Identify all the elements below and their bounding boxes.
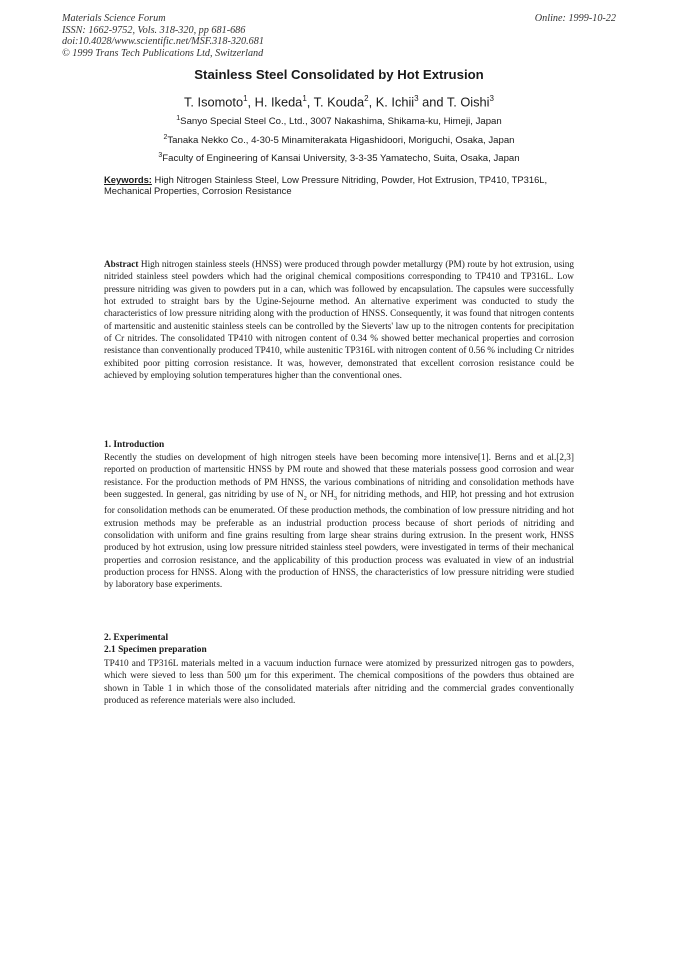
section-heading-experimental: 2. Experimental (104, 633, 169, 643)
abstract-text: High nitrogen stainless steels (HNSS) were produced through powder metallurgy (PM) route by hot extrusion, using nitrided stainless steel powders which had the original chemical compositions corresponding to TP410 and TP316L. Low pressure nitriding was given to powders put in a can, which was followed by encapsulation. The capsules were successfully hot extruded to straight bars by the Ugine-Sejourne method. An alternative experiment was conducted to study the characteristics of low pressure nitriding along with the production of HNSS. Consequently, it was found that nitrogen contents of martensitic and austenitic stainless steels can be controlled by the Sieverts' law up to the nitrogen contents for precipitation of Cr nitrides. The consolidated TP410 with nitrogen content of 0.34 % showed better mechanical properties and corrosion resistance than conventionally produced TP410, while austenitic TP316L with nitrogen content of 0.56 % including Cr nitrides exhibited poor pitting corrosion resistance. It was, however, demonstrated that excellent corrosion resistance could be achieved by employing solution temperatures higher than the conventional ones. (104, 260, 575, 382)
author-affiliation-mark: 1 (302, 94, 307, 103)
abstract (104, 259, 574, 382)
author: T. Kouda (313, 94, 365, 110)
keywords-text: High Nitrogen Stainless Steel, Low Pressure Nitriding, Powder, Hot Extrusion, TP410, TP316L, Mechanical Properties, Corrosion Resistance (104, 174, 548, 197)
author-affiliation-mark: 1 (243, 94, 248, 103)
copyright-line: © 1999 Trans Tech Publications Ltd, Switzerland (62, 47, 264, 59)
issn-line: ISSN: 1662-9752, Vols. 318-320, pp 681-686 (62, 24, 246, 36)
affiliation-1: $^1$Sanyo Special Steel Co., Ltd., 3007 Nakashima, Shikama-ku, Himeji, Japan (176, 115, 502, 128)
online-date: Online: 1999-10-22 (534, 13, 616, 24)
doi-line[interactable]: doi:10.4028/www.scientific.net/MSF.318-320.681 (62, 36, 264, 48)
affiliation-2: $^2$Tanaka Nekko Co., 4-30-5 Minamiterakata Higashidoori, Moriguchi, Osaka, Japan (163, 134, 515, 147)
paper-title: Stainless Steel Consolidated by Hot Extrusion (194, 67, 484, 82)
author: K. Ichii (375, 94, 415, 110)
specimen-paragraph: TP410 and TP316L materials melted in a vacuum induction furnace were atomized by pressurized nitrogen gas to powders, which were sieved to less than 500 μm for this experiment. The chemical compositions of the powders thus obtained are shown in Table 1 in which those of the consolidated materials after nitriding and the commercial grades conventionally produced as reference materials were also included. (104, 659, 574, 707)
author-affiliation-mark: 2 (364, 94, 369, 103)
section-heading-introduction: 1. Introduction (104, 440, 165, 450)
introduction-paragraph: Recently the studies on development of high nitrogen steels have been becoming more intensive[1]. Berns and et al.[2,3] reported on production of martensitic HNSS by PM route and showed that these materials possess good corrosion and wear resistance. For the production methods of PM HNSS, the various combinations of nitriding and consolidation methods have been suggested. In general, gas nitriding by use of $N_2$ or $NH_3$ for nitriding methods, and HIP, hot pressing and hot extrusion for consolidation methods can be enumerated. Of these production methods, the combination of low pressure nitriding and hot extrusion methods may be preferable as an industrial production process because of short periods of nitriding and consolidation with uniform and fine grains resulting from large shear strains during extrusion. In the present work, HNSS produced by hot extrusion, using low pressure nitrided stainless steel powders, were investigated in terms of their mechanical properties and corrosion resistance, and the applicability of this production process was evaluated in view of an industrial production process for HNSS. Along with the production of HNSS, the characteristics of low pressure nitriding were studied by laboratory base experiments. (104, 453, 574, 591)
keywords-label: Keywords: (104, 174, 152, 185)
author: H. Ikeda (254, 94, 303, 110)
author-affiliation-mark: 3 (489, 94, 494, 103)
journal-name: Materials Science Forum (62, 13, 166, 24)
subsection-heading-specimen: 2.1 Specimen preparation (104, 645, 207, 655)
abstract-label: Abstract (104, 260, 139, 270)
affiliation-3: $^3$Faculty of Engineering of Kansai University, 3-3-35 Yamatecho, Suita, Osaka, Japan (158, 152, 520, 165)
author-list: T. Isomoto$^1$, H. Ikeda$^1$, T. Kouda$^2$, K. Ichii$^3$ and T. Oishi$^3$ (184, 94, 494, 110)
publication-meta (62, 13, 264, 59)
author: T. Oishi (446, 94, 490, 110)
keywords (104, 174, 574, 197)
author-affiliation-mark: 3 (414, 94, 419, 103)
author: T. Isomoto (184, 94, 244, 110)
